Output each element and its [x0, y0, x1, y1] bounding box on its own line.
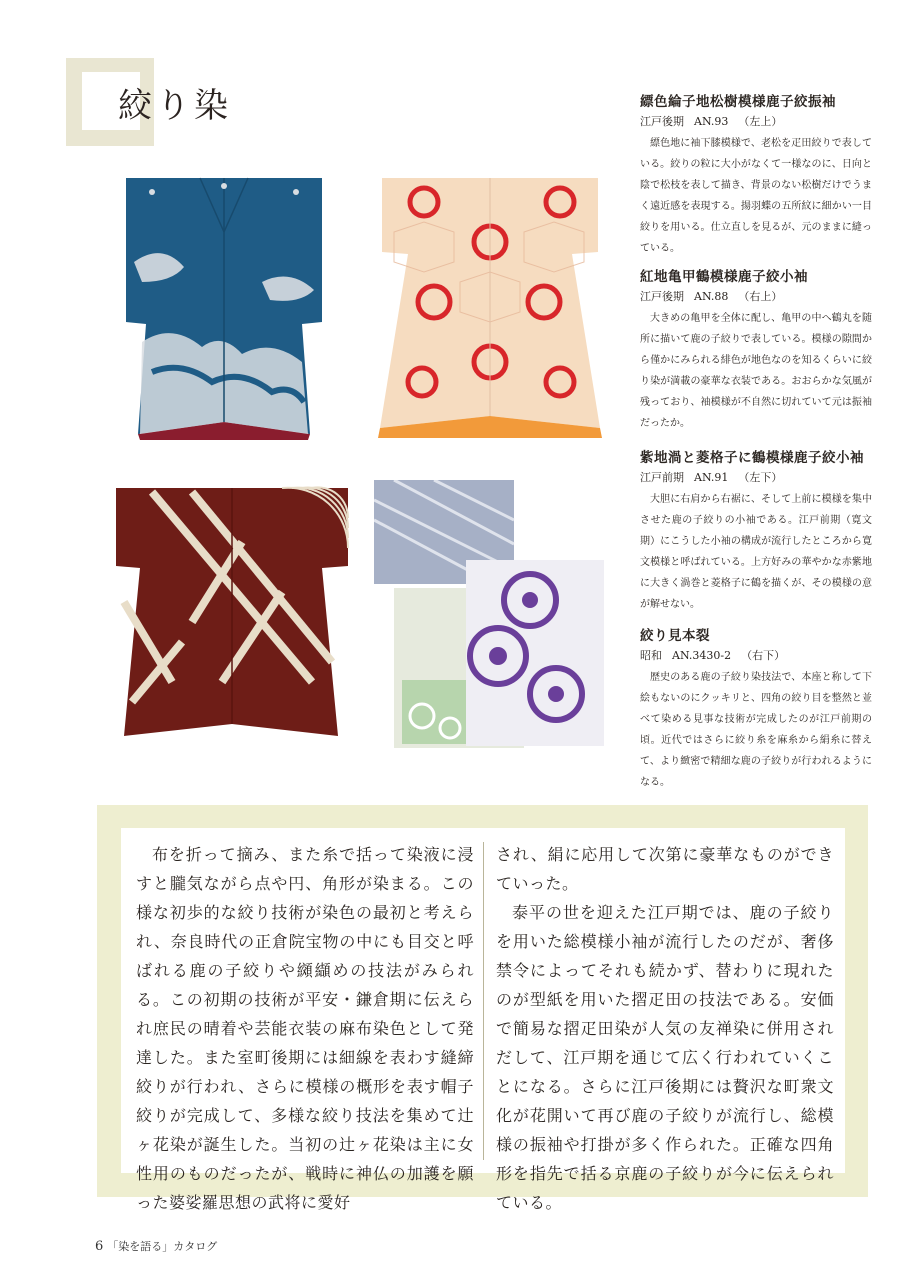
- red-kosode-image: [374, 172, 606, 442]
- caption-title: 紫地渦と菱格子に鶴模様鹿子絞小袖: [640, 450, 864, 466]
- shibori-samples-image: [374, 480, 606, 748]
- caption-body: 歴史のある鹿の子絞り染技法で、本座と称して下絵もないのにクッキリと、四角の絞り目を整然と並べて染める見事な技術が完成したのが江戸前期の頃。近代ではさらに絞り糸を麻糸から絹糸に替えて、より緻密で精細な鹿の子絞りが行われるようになる。: [640, 672, 872, 788]
- caption-meta: [640, 113, 872, 129]
- caption-code: AN.88: [694, 290, 729, 303]
- essay-paragraph: 泰平の世を迎えた江戸期では、鹿の子絞りを用いた総模様小袖が流行したのだが、奢侈禁令によってそれも続かず、替わりに現れたのが型紙を用いた摺疋田の技法である。安価で簡易な摺疋田染が人気の友禅染に併用されだして、江戸期を通じて広く行われていくことになる。さらに江戸後期には贅沢な町衆文化が花開いて再び鹿の子絞りが流行し、総模様の振袖や打掛が多く作られた。正確な四角形を指先で括る京鹿の子絞りが今に伝えられている。: [496, 903, 834, 1212]
- page-title: 絞り染: [118, 86, 232, 126]
- caption-body: 大胆に右肩から右裾に、そして上前に模様を集中させた鹿の子絞りの小袖である。江戸前期（寛文期）にこうした小袖の構成が流行したところから寛文模様と呼ばれている。上方好みの華やかな赤紫地に大きく渦巻と菱格子に鶴を描くが、その模様の意が解せない。: [640, 494, 872, 610]
- caption-body: 大きめの亀甲を全体に配し、亀甲の中へ鶴丸を随所に描いて鹿の子絞りで表している。模様の隙間から僅かにみられる緋色が地色なのを知るくらいに絞り染が満載の豪華な衣装である。おおらかな気風が残っており、袖模様が不自然に切れていて元は振袖だったか。: [640, 313, 872, 429]
- caption-item-3: [640, 446, 872, 615]
- caption-code: AN.93: [694, 115, 729, 128]
- blue-furisode-image: [112, 172, 336, 442]
- essay-divider: [483, 842, 484, 1160]
- caption-period: 江戸後期: [640, 290, 684, 303]
- caption-position: （右上）: [738, 290, 783, 303]
- caption-body: 縹色地に袖下膝模様で、老松を疋田絞りで表している。絞りの粒に大小がなくて一様なのに、日向と陰で松枝を表して描き、背景のない松樹だけでうまく遠近感を表現する。揚羽蝶の五所紋に細かい一目絞りを用いる。仕立直しを見るが、元のままに縫っている。: [640, 138, 872, 254]
- caption-meta: [640, 647, 872, 663]
- caption-title: 絞り見本裂: [640, 628, 710, 644]
- caption-code: AN.91: [694, 471, 729, 484]
- figure-blue-furisode: [112, 172, 336, 442]
- page-footer: [95, 1238, 217, 1254]
- caption-period: 江戸後期: [640, 115, 684, 128]
- figure-maroon-kosode: [112, 482, 352, 744]
- maroon-kosode-image: [112, 482, 352, 744]
- essay-paragraph: 布を折って摘み、また糸で括って染液に浸すと朧気ながら点や円、角形が染まる。この様な初歩的な絞り技術が染色の最初と考えられ、奈良時代の正倉院宝物の中にも目交と呼ばれる鹿の子絞りや纐纈めの技法がみられる。この初期の技術が平安・鎌倉期に伝えられ庶民の晴着や芸能衣装の麻布染色として発達した。また室町後期には細線を表わす縫締絞りが行われ、さらに模様の概形を表す帽子絞りが完成して、多様な絞り技法を集めて辻ヶ花染が誕生した。当初の辻ヶ花染は主に女性用のものだったが、戦時に神仏の加護を願った婆娑羅思想の武将に愛好: [136, 845, 474, 1212]
- essay-paragraph-continued: され、絹に応用して次第に豪華なものができていった。: [496, 845, 834, 893]
- page-number: 6: [95, 1239, 104, 1254]
- caption-position: （左下）: [738, 471, 783, 484]
- caption-title: 縹色綸子地松樹模様鹿子絞振袖: [640, 94, 836, 110]
- caption-item-4: [640, 624, 872, 793]
- caption-period: 昭和: [640, 649, 662, 662]
- caption-meta: [640, 469, 872, 485]
- essay-left-column: [136, 840, 474, 1217]
- caption-position: （左上）: [738, 115, 783, 128]
- figure-shibori-samples: [374, 480, 606, 748]
- caption-meta: [640, 288, 872, 304]
- footer-text: 「染を語る」カタログ: [107, 1240, 218, 1253]
- caption-code: AN.3430-2: [672, 649, 732, 662]
- essay-right-column: [496, 840, 834, 1217]
- figure-red-kosode: [374, 172, 606, 442]
- caption-title: 紅地亀甲鶴模様鹿子絞小袖: [640, 269, 808, 285]
- caption-item-2: [640, 265, 872, 434]
- caption-item-1: [640, 90, 872, 259]
- caption-position: （右下）: [741, 649, 786, 662]
- caption-period: 江戸前期: [640, 471, 684, 484]
